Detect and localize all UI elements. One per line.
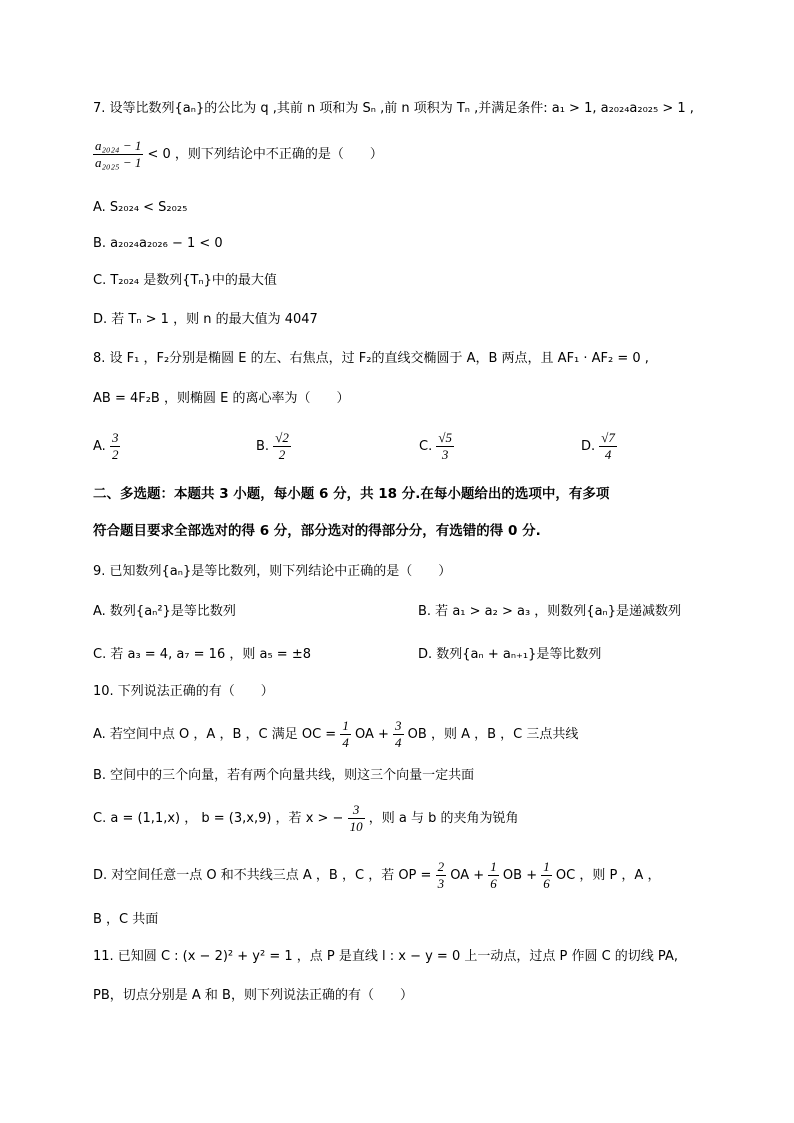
q10-option-c-post: ，则 a 与 b 的夹角为锐角 [368,811,519,826]
q10-option-d [93,859,660,892]
q10-option-c-denominator: 10 [349,819,363,834]
q7-option-b: B. a₂₀₂₄a₂₀₂₆ − 1 < 0 [93,236,223,251]
q10-option-c-fraction [348,802,365,835]
q9-option-b: B. 若 a₁ > a₂ > a₃ ，则数列{aₙ}是递减数列 [418,604,681,619]
q7-stem-tail: < 0 ，则下列结论中不正确的是（ ） [147,147,383,162]
q8-option-a-numerator: 3 [111,430,119,445]
q8-option-c [419,430,454,463]
q8-option-d-denominator: 4 [604,447,612,462]
q7-fraction [93,138,143,171]
q7-stem-line1: 7. 设等比数列{aₙ}的公比为 q ,其前 n 项和为 Sₙ ,前 n 项积为 Tₙ ,并满足条件: a₁ > 1, a₂₀₂₄a₂₀₂₅ > 1 , [93,101,694,116]
q8-option-d-numerator: √7 [601,430,615,445]
q10-option-d-post: OC ，则 P ，A ， [555,868,661,883]
q11-stem-line1: 11. 已知圆 C : (x − 2)² + y² = 1 ，点 P 是直线 l : x − y = 0 上一动点，过点 P 作圆 C 的切线 PA, [93,949,678,964]
q10-option-d-fraction2-numerator: 1 [490,859,497,874]
q10-option-d-fraction1 [436,859,447,892]
q10-option-a-pre: A. 若空间中点 O ，A ，B ，C 满足 OC = [93,727,337,742]
q10-option-d-fraction2-denominator: 6 [490,876,497,891]
q7-stem-line2 [93,138,383,171]
q10-option-a [93,718,578,751]
section2-heading-line1: 二、多选题：本题共 3 小题，每小题 6 分，共 18 分.在每小题给出的选项中，有多项 [93,486,610,502]
q11-stem-line2: PB，切点分别是 A 和 B，则下列说法正确的有（ ） [93,988,413,1003]
q8-option-b-fraction [273,430,291,463]
q8-option-a-denominator: 2 [111,447,119,462]
q10-option-c [93,802,518,835]
q10-option-c-pre: C. a = (1,1,x) ， b = (3,x,9) ，若 x > − [93,811,344,826]
q10-option-d-fraction3-numerator: 1 [543,859,550,874]
q9-stem: 9. 已知数列{aₙ}是等比数列，则下列结论中正确的是（ ） [93,564,452,579]
section2-heading-line2: 符合题目要求全部选对的得 6 分，部分选对的得部分分，有选错的得 0 分. [93,523,541,539]
q8-option-a-label: A. [93,439,106,454]
q9-option-d: D. 数列{aₙ + aₙ₊₁}是等比数列 [418,647,602,662]
q7-fraction-denominator: a₂₀₂₅ − 1 [95,155,142,170]
q8-option-c-denominator: 3 [441,447,449,462]
q8-option-b [256,430,291,463]
q8-option-b-numerator: √2 [275,430,289,445]
q10-option-d-fraction1-denominator: 3 [437,876,445,891]
q10-option-d-fraction3 [541,859,552,892]
q10-option-d-fraction3-denominator: 6 [543,876,550,891]
q8-option-b-denominator: 2 [278,447,286,462]
q8-option-a-fraction [110,430,121,463]
q7-option-d: D. 若 Tₙ > 1 ，则 n 的最大值为 4047 [93,312,318,327]
q10-option-a-fraction1-denominator: 4 [342,735,349,750]
q10-stem: 10. 下列说法正确的有（ ） [93,684,274,699]
q10-option-d-fraction2 [488,859,499,892]
q8-stem-line1: 8. 设 F₁ ，F₂分别是椭圆 E 的左、右焦点，过 F₂的直线交椭圆于 A，B 两点，且 AF₁ · AF₂ = 0 , [93,351,649,366]
q10-option-d-pre: D. 对空间任意一点 O 和不共线三点 A ，B ，C ，若 OP = [93,868,432,883]
q10-option-d-mid2: OB + [502,868,538,883]
q10-option-d-fraction1-numerator: 2 [437,859,445,874]
q7-option-a: A. S₂₀₂₄ < S₂₀₂₅ [93,200,188,215]
q7-fraction-numerator: a₂₀₂₄ − 1 [95,138,142,153]
q8-option-c-fraction [436,430,454,463]
q10-option-a-post: OB ，则 A ，B ，C 三点共线 [407,727,579,742]
q10-option-a-mid: OA + [354,727,389,742]
q10-option-c-numerator: 3 [348,802,365,819]
q8-option-c-label: C. [419,439,433,454]
q7-option-c: C. T₂₀₂₄ 是数列{Tₙ}中的最大值 [93,273,277,288]
q8-option-c-numerator: √5 [438,430,452,445]
q8-option-a [93,430,120,463]
q10-option-a-fraction2 [393,718,404,751]
q10-option-a-fraction2-denominator: 4 [395,735,402,750]
q9-option-c: C. 若 a₃ = 4, a₇ = 16 ，则 a₅ = ±8 [93,647,311,662]
q10-option-a-fraction1-numerator: 1 [342,718,349,733]
q10-option-a-fraction1 [340,718,351,751]
q10-option-a-fraction2-numerator: 3 [395,718,402,733]
q8-option-d-label: D. [581,439,596,454]
q8-option-d [581,430,617,463]
q10-option-d-line2: B ，C 共面 [93,912,159,927]
q9-option-a: A. 数列{aₙ²}是等比数列 [93,604,236,619]
q8-option-b-label: B. [256,439,270,454]
q8-option-d-fraction [599,430,617,463]
q8-stem-line2: AB = 4F₂B ，则椭圆 E 的离心率为（ ） [93,391,350,406]
q10-option-b: B. 空间中的三个向量，若有两个向量共线，则这三个向量一定共面 [93,768,475,783]
q10-option-d-mid1: OA + [450,868,485,883]
